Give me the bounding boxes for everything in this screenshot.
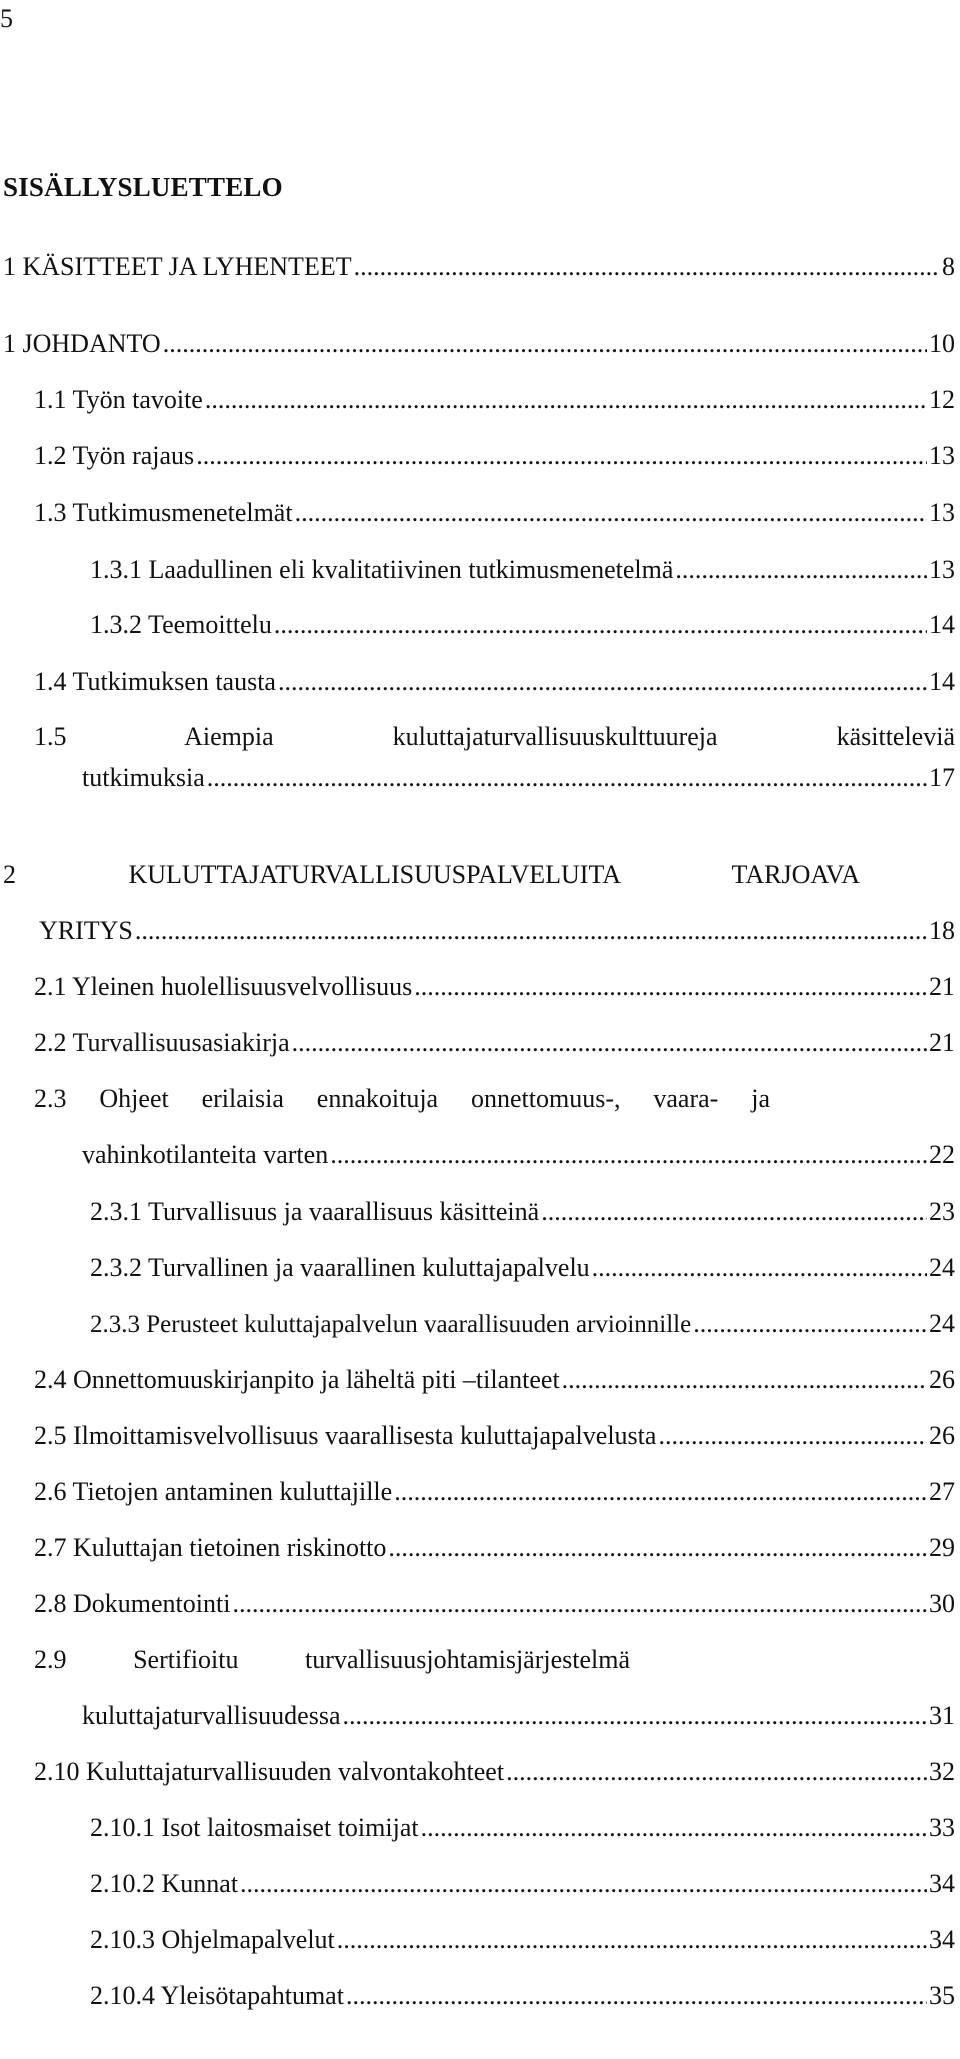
dot-leader — [354, 254, 940, 280]
toc-entry — [34, 1367, 955, 1393]
toc-entry — [34, 1086, 770, 1112]
entry-title-continuation: tutkimuksia — [82, 763, 205, 792]
entry-page-number: 12 — [929, 385, 955, 414]
entry-title: 1.3 Tutkimusmenetelmät — [34, 498, 293, 527]
entry-page-number: 21 — [929, 972, 955, 1001]
dot-leader — [274, 612, 927, 638]
toc-entry — [90, 612, 955, 638]
dot-leader — [658, 1423, 927, 1449]
dot-leader — [163, 331, 927, 357]
toc-entry — [34, 1759, 955, 1785]
toc-entry — [90, 1871, 955, 1897]
toc-entry-continuation — [82, 1142, 955, 1168]
entry-title: 1.4 Tutkimuksen tausta — [34, 667, 276, 696]
dot-leader — [343, 1703, 927, 1729]
toc-entry — [90, 1983, 955, 2009]
toc-entry — [34, 1591, 955, 1617]
entry-page-number: 31 — [929, 1701, 955, 1730]
entry-page-number: 27 — [929, 1477, 955, 1506]
entry-title: 1.2 Työn rajaus — [34, 441, 195, 470]
dot-leader — [388, 1535, 927, 1561]
toc-entry — [34, 669, 955, 695]
entry-page-number: 18 — [929, 916, 955, 945]
toc-entry — [34, 1535, 955, 1561]
entry-page-number: 13 — [929, 498, 955, 527]
entry-page-number: 8 — [942, 252, 955, 281]
toc-entry — [34, 1030, 955, 1056]
entry-title: 2 KULUTTAJATURVALLISUUSPALVELUITA TARJOAVA — [3, 860, 860, 889]
entry-page-number: 26 — [929, 1421, 955, 1450]
dot-leader — [240, 1871, 927, 1897]
toc-entry — [34, 443, 955, 469]
toc-title: SISÄLLYSLUETTELO — [3, 172, 283, 202]
toc-entry — [90, 1199, 955, 1225]
dot-leader — [292, 1030, 927, 1056]
entry-title: 1 JOHDANTO — [3, 329, 161, 358]
entry-page-number: 22 — [929, 1140, 955, 1169]
entry-page-number: 35 — [929, 1981, 955, 2010]
entry-title: 2.2 Turvallisuusasiakirja — [34, 1028, 290, 1057]
entry-title-continuation: YRITYS — [39, 916, 133, 945]
entry-title: 2.10.3 Ohjelmapalvelut — [90, 1925, 335, 1954]
toc-entry — [34, 500, 955, 526]
entry-page-number: 14 — [929, 610, 955, 639]
dot-leader — [693, 1311, 927, 1337]
toc-entry — [34, 724, 955, 791]
toc-entry — [90, 1815, 955, 1841]
entry-page-number: 33 — [929, 1813, 955, 1842]
dot-leader — [295, 500, 927, 526]
toc-entry-continuation — [39, 918, 955, 944]
entry-title: 2.3.3 Perusteet kuluttajapalvelun vaarallisuuden arvioinnille — [90, 1311, 692, 1338]
dot-leader — [592, 1255, 927, 1281]
toc-entry — [90, 1927, 955, 1953]
dot-leader — [414, 974, 927, 1000]
entry-page-number: 21 — [929, 1028, 955, 1057]
entry-page-number: 17 — [929, 763, 955, 792]
dot-leader — [337, 1927, 927, 1953]
dot-leader — [207, 765, 927, 791]
entry-title: 2.9 Sertifioitu turvallisuusjohtamisjärjestelmä — [34, 1645, 630, 1674]
entry-page-number: 24 — [929, 1253, 955, 1282]
dot-leader — [135, 918, 927, 944]
entry-title: 2.3.2 Turvallinen ja vaarallinen kuluttajapalvelu — [90, 1253, 590, 1282]
entry-title: 2.8 Dokumentointi — [34, 1589, 231, 1618]
entry-title: 2.10.2 Kunnat — [90, 1869, 239, 1898]
dot-leader — [278, 669, 927, 695]
entry-title: 2.3.1 Turvallisuus ja vaarallisuus käsitteinä — [90, 1197, 540, 1226]
dot-leader — [562, 1367, 927, 1393]
entry-page-number: 34 — [929, 1869, 955, 1898]
entry-title: 1 KÄSITTEET JA LYHENTEET — [3, 252, 352, 281]
dot-leader — [421, 1815, 927, 1841]
toc-entry — [3, 862, 860, 888]
toc-entry — [34, 1479, 955, 1505]
dot-leader — [541, 1199, 927, 1225]
entry-title: 2.3 Ohjeet erilaisia ennakoituja onnettomuus-, vaara- ja — [34, 1084, 770, 1113]
entry-title: 2.7 Kuluttajan tietoinen riskinotto — [34, 1533, 387, 1562]
entry-title: 2.4 Onnettomuuskirjanpito ja läheltä piti –tilanteet — [34, 1365, 560, 1394]
entry-page-number: 10 — [929, 329, 955, 358]
entry-page-number: 24 — [929, 1309, 955, 1338]
toc-entry — [34, 1423, 955, 1449]
toc-entry — [3, 254, 955, 280]
entry-title: 2.10.1 Isot laitosmaiset toimijat — [90, 1813, 419, 1842]
entry-page-number: 14 — [929, 667, 955, 696]
toc-entry — [90, 557, 955, 583]
entry-page-number: 30 — [929, 1589, 955, 1618]
dot-leader — [506, 1759, 927, 1785]
entry-title: 1.1 Työn tavoite — [34, 385, 203, 414]
toc-entry — [34, 974, 955, 1000]
dot-leader — [196, 443, 927, 469]
entry-title: 2.10.4 Yleisötapahtumat — [90, 1981, 344, 2010]
dot-leader — [205, 387, 927, 413]
toc-entry — [34, 1647, 630, 1673]
entry-title: 2.6 Tietojen antaminen kuluttajille — [34, 1477, 393, 1506]
toc-entry — [34, 387, 955, 413]
dot-leader — [232, 1591, 927, 1617]
dot-leader — [394, 1479, 927, 1505]
entry-title: 2.5 Ilmoittamisvelvollisuus vaarallisesta kuluttajapalvelusta — [34, 1421, 657, 1450]
toc-entry — [90, 1311, 955, 1337]
dot-leader — [346, 1983, 927, 2009]
entry-page-number: 13 — [929, 555, 955, 584]
entry-page-number: 23 — [929, 1197, 955, 1226]
page-number: 5 — [0, 4, 13, 33]
entry-title-continuation: vahinkotilanteita varten — [82, 1140, 329, 1169]
toc-entry — [3, 331, 955, 357]
entry-page-number: 32 — [929, 1757, 955, 1786]
entry-title: 1.3.1 Laadullinen eli kvalitatiivinen tutkimusmenetelmä — [90, 555, 674, 584]
entry-page-number: 13 — [929, 441, 955, 470]
entry-title: 1.5 Aiempia kuluttajaturvallisuuskulttuureja käsitteleviä — [34, 722, 955, 751]
entry-title: 2.1 Yleinen huolellisuusvelvollisuus — [34, 972, 413, 1001]
entry-page-number: 29 — [929, 1533, 955, 1562]
toc-entry — [90, 1255, 955, 1281]
dot-leader — [675, 557, 927, 583]
entry-page-number: 26 — [929, 1365, 955, 1394]
toc-entry-continuation — [82, 1703, 955, 1729]
dot-leader — [330, 1142, 927, 1168]
entry-title: 1.3.2 Teemoittelu — [90, 610, 272, 639]
entry-title: 2.10 Kuluttajaturvallisuuden valvontakohteet — [34, 1757, 505, 1786]
entry-title-continuation: kuluttajaturvallisuudessa — [82, 1701, 341, 1730]
entry-page-number: 34 — [929, 1925, 955, 1954]
